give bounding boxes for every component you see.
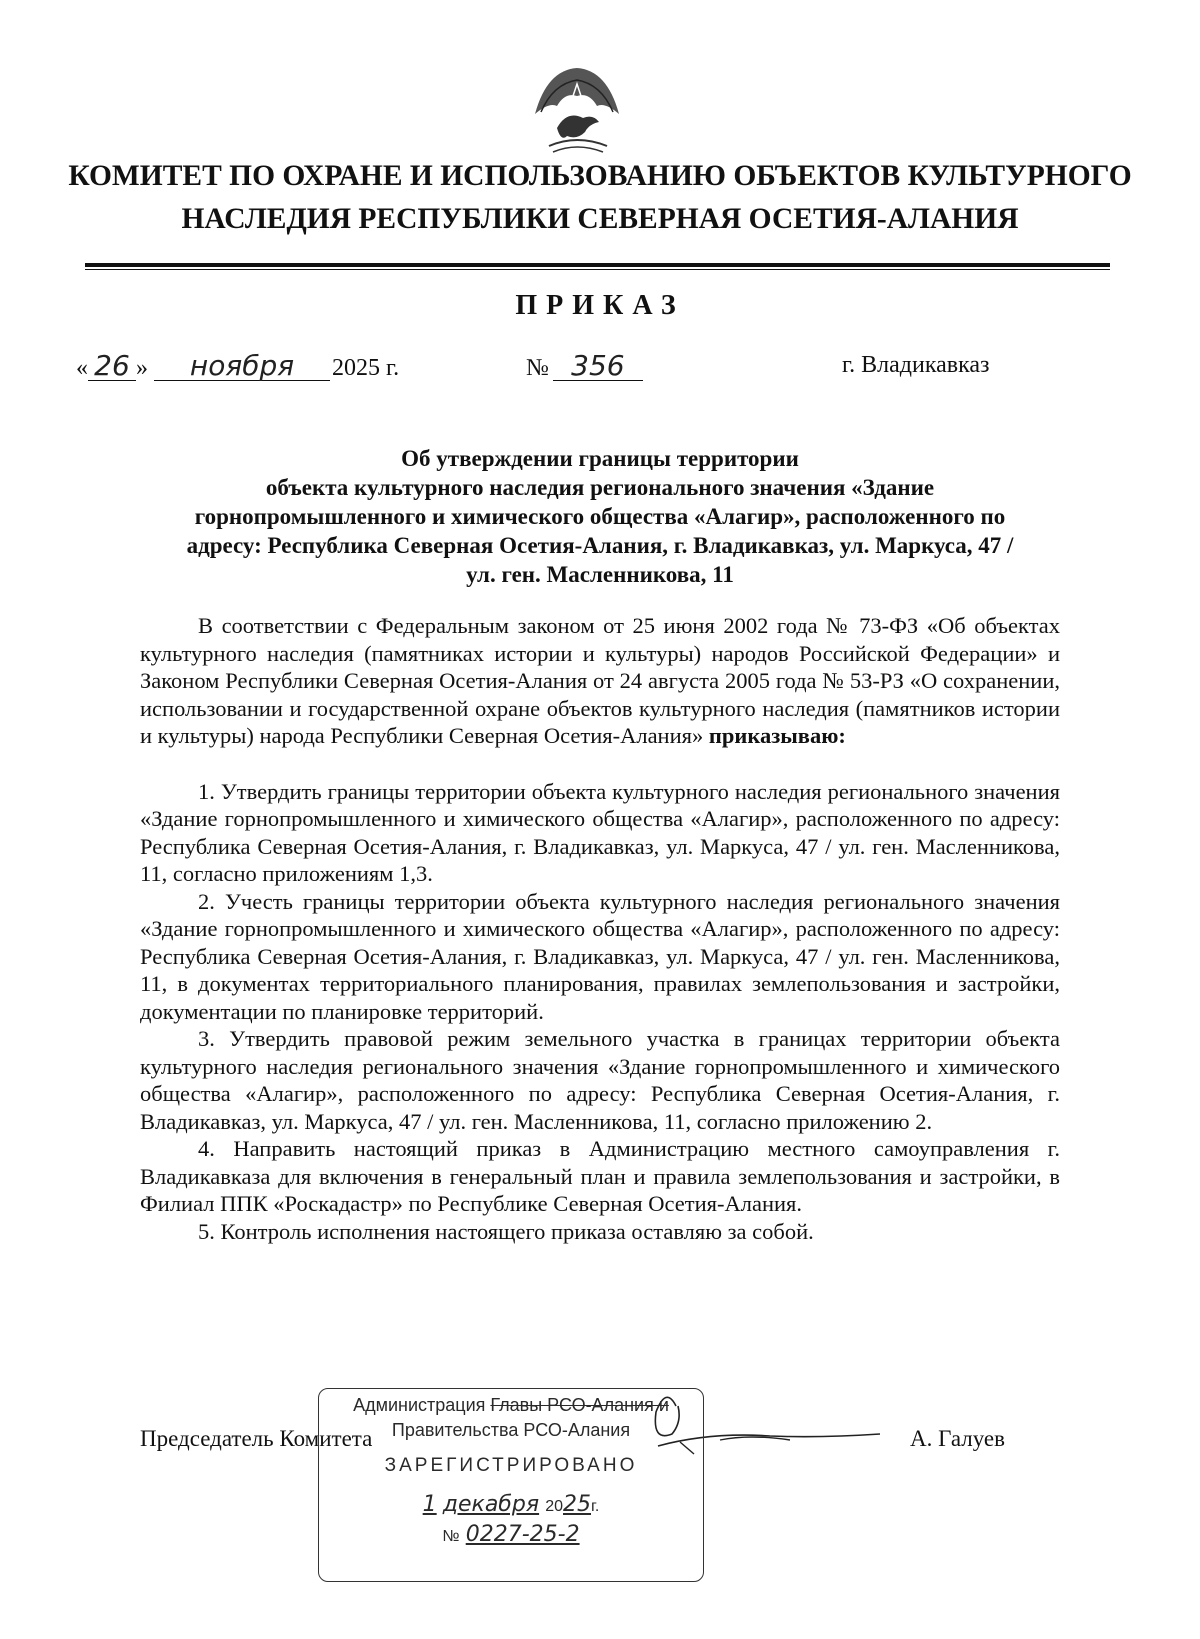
- order-item-5: 5. Контроль исполнения настоящего приказа оставляю за собой.: [198, 1218, 814, 1244]
- signatory-position: Председатель Комитета: [140, 1426, 373, 1451]
- stamp-day-handwritten: 1: [422, 1492, 437, 1517]
- stamp-date: [319, 1491, 703, 1517]
- stamp-line-2: Правительства РСО-Алания: [391, 1420, 631, 1440]
- order-title: [140, 444, 1060, 589]
- stamp-line-1: [319, 1395, 703, 1416]
- order-body: [140, 612, 1060, 1245]
- date-close-quote: »: [136, 355, 148, 381]
- registration-stamp: [318, 1388, 704, 1582]
- order-number: [526, 349, 643, 382]
- date-year: 2025 г.: [332, 355, 400, 381]
- stamp-number-handwritten: 0227-25-2: [465, 1522, 580, 1547]
- stamp-struck-text: Главы РСО-Алания и: [490, 1395, 669, 1415]
- stamp-year-g: г.: [591, 1498, 600, 1515]
- org-name-line-1: КОМИТЕТ ПО ОХРАНЕ И ИСПОЛЬЗОВАНИЮ ОБЪЕКТОВ КУЛЬТУРНОГО: [68, 160, 1132, 192]
- stamp-org-text: Администрация: [353, 1395, 491, 1415]
- document-type-heading: ПРИКАЗ: [515, 290, 685, 321]
- title-line: объекта культурного наследия регионального значения «Здание: [265, 475, 935, 500]
- stamp-number-label: №: [442, 1528, 460, 1545]
- date-day-handwritten: 26: [88, 352, 136, 381]
- coat-of-arms-emblem: [527, 62, 627, 158]
- preamble-bold-order: приказываю:: [708, 723, 846, 748]
- order-item-2: 2. Учесть границы территории объекта культурного наследия регионального значения «Здание горнопромышленного и химического общества «Алагир», расположенного по адресу: Республика Северная Осетия-Алания, г. Владикавказ, ул. Маркуса, 47 / ул. ген. Масленникова, 11, в документах территориального планирования, правилах землепользования и застройки, документации по планировке территорий.: [140, 888, 1060, 1024]
- header-rule-thick: [85, 263, 1110, 267]
- date-month-handwritten: ноября: [154, 352, 330, 381]
- order-city: г. Владикавказ: [842, 352, 990, 378]
- signatory-name: А. Галуев: [910, 1426, 1005, 1451]
- stamp-year-handwritten: 25: [563, 1492, 591, 1517]
- stamp-year-prefix: 20: [545, 1498, 563, 1515]
- order-number-label: №: [526, 355, 549, 381]
- preamble-text: В соответствии с Федеральным законом от 25 июня 2002 года № 73-ФЗ «Об объектах культурного наследия (памятниках истории и культуры) народов Российской Федерации» и Законом Республики Северная Осетия-Алания от 24 августа 2005 года № 53-РЗ «О сохранении, использовании и государственной охране объектов культурного наследия (памятников истории и культуры) народа Республики Северная Осетия-Алания»: [140, 613, 1060, 748]
- stamp-number: [319, 1521, 703, 1547]
- order-number-handwritten: 356: [553, 352, 643, 381]
- order-item-1: 1. Утвердить границы территории объекта культурного наследия регионального значения «Здание горнопромышленного и химического общества «Алагир», расположенного по адресу: Республика Северная Осетия-Алания, г. Владикавказ, ул. Маркуса, 47 / ул. ген. Масленникова, 11, согласно приложениям 1,3.: [140, 778, 1060, 886]
- stamp-month-handwritten: декабря: [442, 1492, 540, 1517]
- preamble-paragraph: [140, 612, 1060, 750]
- order-item-4: 4. Направить настоящий приказ в Администрацию местного самоуправления г. Владикавказа для включения в генеральный план и правила землепользования и застройки, в Филиал ППК «Роскадастр» по Республике Северная Осетия-Алания.: [140, 1136, 1060, 1216]
- title-line: горнопромышленного и химического общества «Алагир», расположенного по: [194, 504, 1006, 529]
- title-line: ул. ген. Масленникова, 11: [466, 562, 734, 587]
- date-open-quote: «: [76, 355, 88, 381]
- stamp-registered-label: ЗАРЕГИСТРИРОВАНО: [384, 1455, 638, 1476]
- title-line: адресу: Республика Северная Осетия-Алания, г. Владикавказ, ул. Маркуса, 47 /: [186, 533, 1014, 558]
- order-date: [76, 349, 400, 382]
- title-line: Об утверждении границы территории: [401, 446, 799, 471]
- org-name-line-2: НАСЛЕДИЯ РЕСПУБЛИКИ СЕВЕРНАЯ ОСЕТИЯ-АЛАНИЯ: [181, 203, 1019, 235]
- order-item-3: 3. Утвердить правовой режим земельного участка в границах территории объекта культурного наследия регионального значения «Здание горнопромышленного и химического общества «Алагир», расположенного по адресу: Республика Северная Осетия-Алания, г. Владикавказ, ул. Маркуса, 47 / ул. ген. Масленникова, 11, согласно приложению 2.: [140, 1026, 1060, 1134]
- header-rule-thin: [85, 269, 1110, 270]
